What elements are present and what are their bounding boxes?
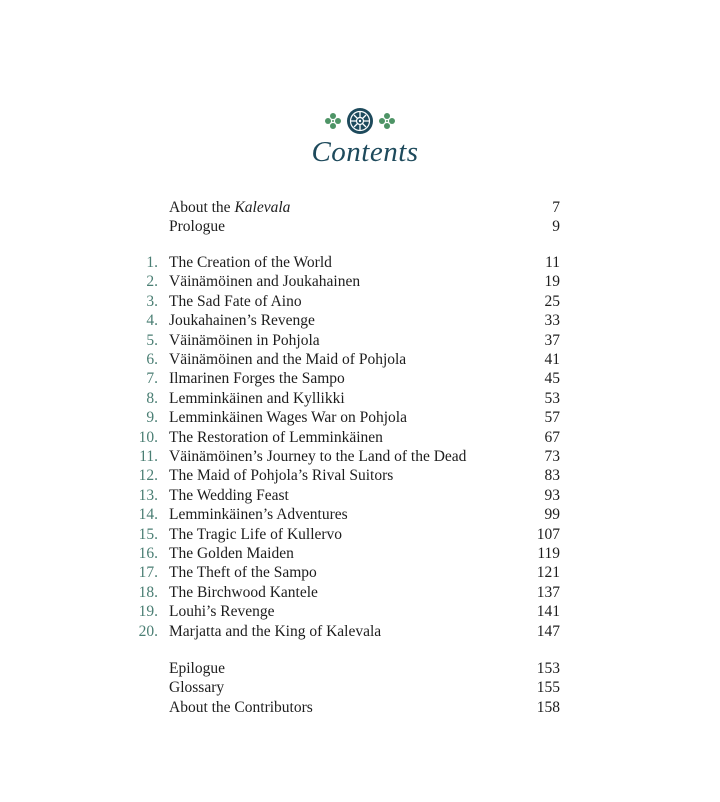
toc-page-number: 57 — [544, 409, 560, 427]
chapter-number: 7. — [146, 370, 158, 388]
toc-entry-chapter-12[interactable] — [0, 466, 720, 486]
chapter-number: 13. — [138, 486, 158, 504]
toc-page-number: 121 — [536, 564, 560, 582]
chapter-number: 1. — [146, 254, 158, 271]
toc-entry-title: Epilogue — [169, 660, 225, 677]
toc-page-number: 93 — [544, 486, 560, 504]
toc-entry-chapter-1[interactable] — [0, 253, 720, 273]
toc-entry-chapter-10[interactable] — [0, 428, 720, 448]
toc-entry-title: About the Kalevala — [169, 199, 291, 216]
chapter-number: 12. — [138, 467, 158, 485]
toc-page-number: 67 — [544, 428, 560, 446]
toc-page-number: 53 — [544, 389, 560, 407]
toc-page-number: 83 — [544, 467, 560, 485]
toc-entry-title: Väinämöinen and the Maid of Pohjola — [169, 351, 407, 368]
chapter-number: 6. — [146, 351, 158, 368]
toc-entry-chapter-13[interactable] — [0, 486, 720, 506]
toc-page-number: 141 — [536, 603, 560, 621]
toc-entry-title: The Maid of Pohjola’s Rival Suitors — [169, 467, 394, 485]
chapter-number: 5. — [146, 331, 158, 349]
toc-entry-back-1[interactable] — [0, 659, 720, 679]
toc-page-number: 25 — [544, 292, 560, 310]
chapter-number: 17. — [138, 564, 158, 582]
toc-entry-title: The Golden Maiden — [169, 545, 294, 562]
toc-page-number: 155 — [536, 679, 560, 697]
toc-entry-chapter-15[interactable] — [0, 525, 720, 545]
toc-entry-front-2[interactable] — [0, 217, 720, 237]
toc-entry-chapter-14[interactable] — [0, 505, 720, 525]
toc-entry-title: Glossary — [169, 679, 225, 697]
page-title: Contents — [311, 136, 419, 168]
toc-entry-chapter-5[interactable] — [0, 331, 720, 351]
toc-entry-title: Lemminkäinen and Kyllikki — [169, 389, 345, 407]
toc-page-number: 107 — [536, 525, 560, 543]
toc-entry-title: The Tragic Life of Kullervo — [169, 525, 343, 543]
toc-entry-title: Lemminkäinen’s Adventures — [169, 506, 348, 524]
chapter-number: 14. — [138, 506, 158, 524]
toc-entry-title: About the Contributors — [169, 698, 313, 716]
toc-entry-title: Marjatta and the King of Kalevala — [169, 622, 382, 640]
toc-entry-chapter-19[interactable] — [0, 602, 720, 622]
toc-entry-chapter-7[interactable] — [0, 369, 720, 389]
toc-page-number: 137 — [536, 583, 560, 601]
toc-entry-title: The Restoration of Lemminkäinen — [169, 428, 383, 446]
toc-entry-chapter-4[interactable] — [0, 311, 720, 331]
toc-entry-title: Lemminkäinen Wages War on Pohjola — [169, 409, 407, 427]
toc-page-number: 158 — [536, 698, 560, 716]
toc-page-number: 7 — [552, 199, 560, 216]
chapter-number: 10. — [138, 428, 158, 446]
toc-page-number: 19 — [544, 273, 560, 291]
toc-page-number: 153 — [536, 660, 560, 677]
toc-entry-title: The Theft of the Sampo — [169, 564, 317, 582]
toc-entry-chapter-2[interactable] — [0, 272, 720, 292]
chapter-number: 16. — [138, 545, 158, 562]
toc-entry-front-1[interactable] — [0, 198, 720, 218]
toc-page-number: 73 — [544, 448, 560, 465]
toc-page-number: 119 — [537, 545, 560, 562]
toc-entry-title: Ilmarinen Forges the Sampo — [169, 370, 345, 388]
toc-page-number: 41 — [544, 351, 560, 368]
toc-entry-title: The Creation of the World — [169, 254, 332, 271]
toc-entry-title: Louhi’s Revenge — [169, 603, 275, 621]
chapter-number: 11. — [139, 448, 158, 465]
chapter-number: 15. — [138, 525, 158, 543]
chapter-number: 18. — [138, 583, 158, 601]
toc-page-number: 99 — [544, 506, 560, 524]
toc-entry-chapter-18[interactable] — [0, 583, 720, 603]
toc-entry-title: Joukahainen’s Revenge — [169, 312, 315, 330]
toc-page-number: 11 — [545, 254, 560, 271]
toc-page-number: 37 — [544, 331, 560, 349]
chapter-number: 2. — [146, 273, 158, 291]
chapter-number: 4. — [146, 312, 158, 330]
chapter-number: 9. — [146, 409, 158, 427]
toc-page-number: 147 — [536, 622, 560, 640]
toc-entry-chapter-3[interactable] — [0, 292, 720, 312]
toc-page-number: 45 — [544, 370, 560, 388]
toc-entry-chapter-20[interactable] — [0, 622, 720, 642]
toc-entry-title: Väinämöinen’s Journey to the Land of the Dead — [169, 448, 467, 465]
toc-entry-back-2[interactable] — [0, 678, 720, 698]
toc-entry-title: Väinämöinen in Pohjola — [169, 331, 320, 349]
chapter-number: 20. — [138, 622, 158, 640]
chapter-number: 3. — [146, 292, 158, 310]
toc-entry-title: Prologue — [169, 218, 225, 235]
toc-entry-chapter-16[interactable] — [0, 544, 720, 564]
toc-entry-back-3[interactable] — [0, 698, 720, 718]
toc-entry-chapter-8[interactable] — [0, 389, 720, 409]
toc-entry-chapter-9[interactable] — [0, 408, 720, 428]
toc-entry-title: The Wedding Feast — [169, 486, 289, 504]
toc-page-number: 9 — [552, 218, 560, 235]
toc-entry-title: Väinämöinen and Joukahainen — [169, 273, 361, 291]
chapter-number: 19. — [138, 603, 158, 621]
toc-entry-chapter-6[interactable] — [0, 350, 720, 370]
toc-entry-title: The Sad Fate of Aino — [169, 292, 302, 310]
toc-entry-chapter-17[interactable] — [0, 563, 720, 583]
toc-entry-chapter-11[interactable] — [0, 447, 720, 467]
toc-entry-title: The Birchwood Kantele — [169, 583, 318, 601]
chapter-number: 8. — [146, 389, 158, 407]
toc-page-number: 33 — [544, 312, 560, 330]
